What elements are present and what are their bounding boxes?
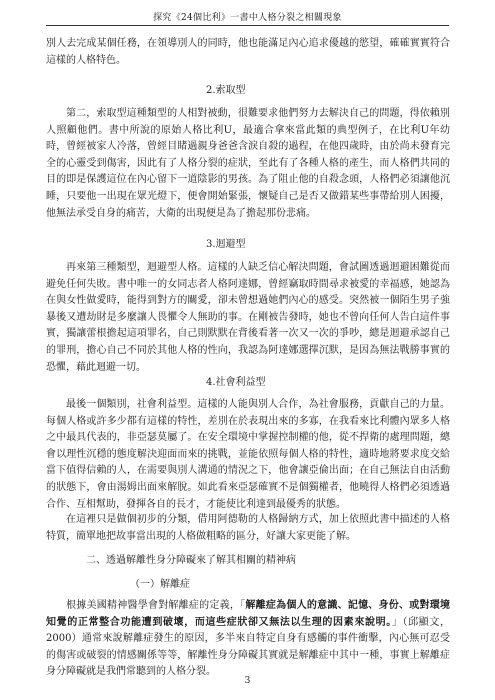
page-number: 3 <box>244 676 251 686</box>
heading-getting-type: 2.索取型 <box>206 85 246 96</box>
running-header: 探究《24個比利》一書中人格分裂之相關現象 <box>153 13 342 23</box>
paragraph-getting-type: 第二，索取型這種類型的人相對被動，很難要求他們努力去解決自己的問題，得依賴別人照顧他們。書中所說的原始人格比利U，最適合拿來當此類的典型例子，在比利U年幼時，曾經被家人冷落，曾經目睹過親身爸爸含淚自殺的過程，在他四歲時，由於尚未發育完全的心靈受到傷害，因此有了人格分裂的症狀，至此有了各種人格的產生，而人格們共同的目的即是保護這位在內心留下一道陰影的男孩。為了阻止他的自殺念頭，人格們必須讓他沉睡，只要他一出現在眾光燈下，便會開始緊張，懷疑自己是否又做錯某些事帶給別人困擾，他無法承受自身的痛苦，大衛的出現便是為了擔起那份悲痛。 <box>46 108 450 219</box>
paragraph-socially-useful-type: 最後一個類別，社會利益型。這樣的人能與別人合作，為社會服務，貢獻自己的力量。每個人格或許多少都有這樣的特性，差別在於表現出來的多寡，在我看來比利體內眾多人格之中最具代表的，非亞瑟莫屬了。在安全環境中掌握控制權的他，從不捍衛的處理問題，總會以理性沉穩的態度解決迎面而來的挑戰，並能依照每個人格的特性，適時地將要求度交給當下值得信賴的人，在需要與別人溝通的情況之下，他會讓亞倫出面；在自己無法自由活動的狀態下，會由湯姆出面來解脫。如此看來亞瑟確實不是個獨權者，他曉得人格們必須透過合作、互相幫助，發揮各自的長才，才能使比利達到最優秀的狀態。 <box>46 399 450 510</box>
paragraph-avoiding-type: 再來第三種類型，迴避型人格。這樣的人缺乏信心解決問題，會試圖透過迴避困難從而避免任何失敗。書中唯一的女同志者人格阿達娜，曾經竊取時間尋求被愛的幸福感，她認為在與女性做愛時，能得到對方的關愛，卻未曾想過她們內心的感受。突然被一個陌生男子強暴後又遭劫財是多麼讓人畏懼令人無助的事。在剛被告發時，她也不曾向任何人告白這件事實，獨讓蕾根擔起這項罪名，自己則默默在背後看著一次又一次的爭吵，總是迴避承認自己的罪刑，擔心自己不同於其他人格的性向，我認為阿達娜選擇沉默，是因為無法戰勝事實的恐懼，藉此迴避一切。 <box>46 262 450 373</box>
paragraph-leader-type-end: 別人去完成某個任務，在領導別人的同時，他也能滿足內心追求優越的慾望，確確實實符合這樣的人格特色。 <box>46 38 450 66</box>
heading-avoiding-type: 3.迴避型 <box>206 239 246 250</box>
definition-quote: 解離症為個人的意識、記憶、身份、或對環境知覺的正常整合功能遭到破壞，而這些症狀卻又無法以生理的因素來說明。 <box>46 600 451 628</box>
definition-follow-up: 」（邱顯文，2000）通常來說解離症發生的原因，多半來自特定自身有感觸的事件衝擊，內心無可忍受的傷害或破裂的情感關係等等，解離性身分障礙其實就是解離症中其中一種，事實上解離症身分障礙就是我們常聽到的人格分裂。 <box>46 616 451 678</box>
section-heading: 二、透過解離性身分障礙來了解其相關的精神病 <box>86 555 296 566</box>
paragraph-summary: 在這裡只是做個初步的分類，借用阿德勒的人格歸納方式，加上依照此書中描述的人格特質，簡單地把故事當出現的人格做粗略的區分，好讓大家更能了解。 <box>46 514 450 542</box>
paragraph-dissociation-definition <box>46 598 450 681</box>
header-rule <box>46 25 449 26</box>
heading-socially-useful-type: 4.社會利益型 <box>206 377 266 388</box>
definition-lead-in: 根據美國精神醫學會對解離症的定義，「 <box>66 600 246 611</box>
subsection-heading: （一）解離症 <box>130 579 190 590</box>
